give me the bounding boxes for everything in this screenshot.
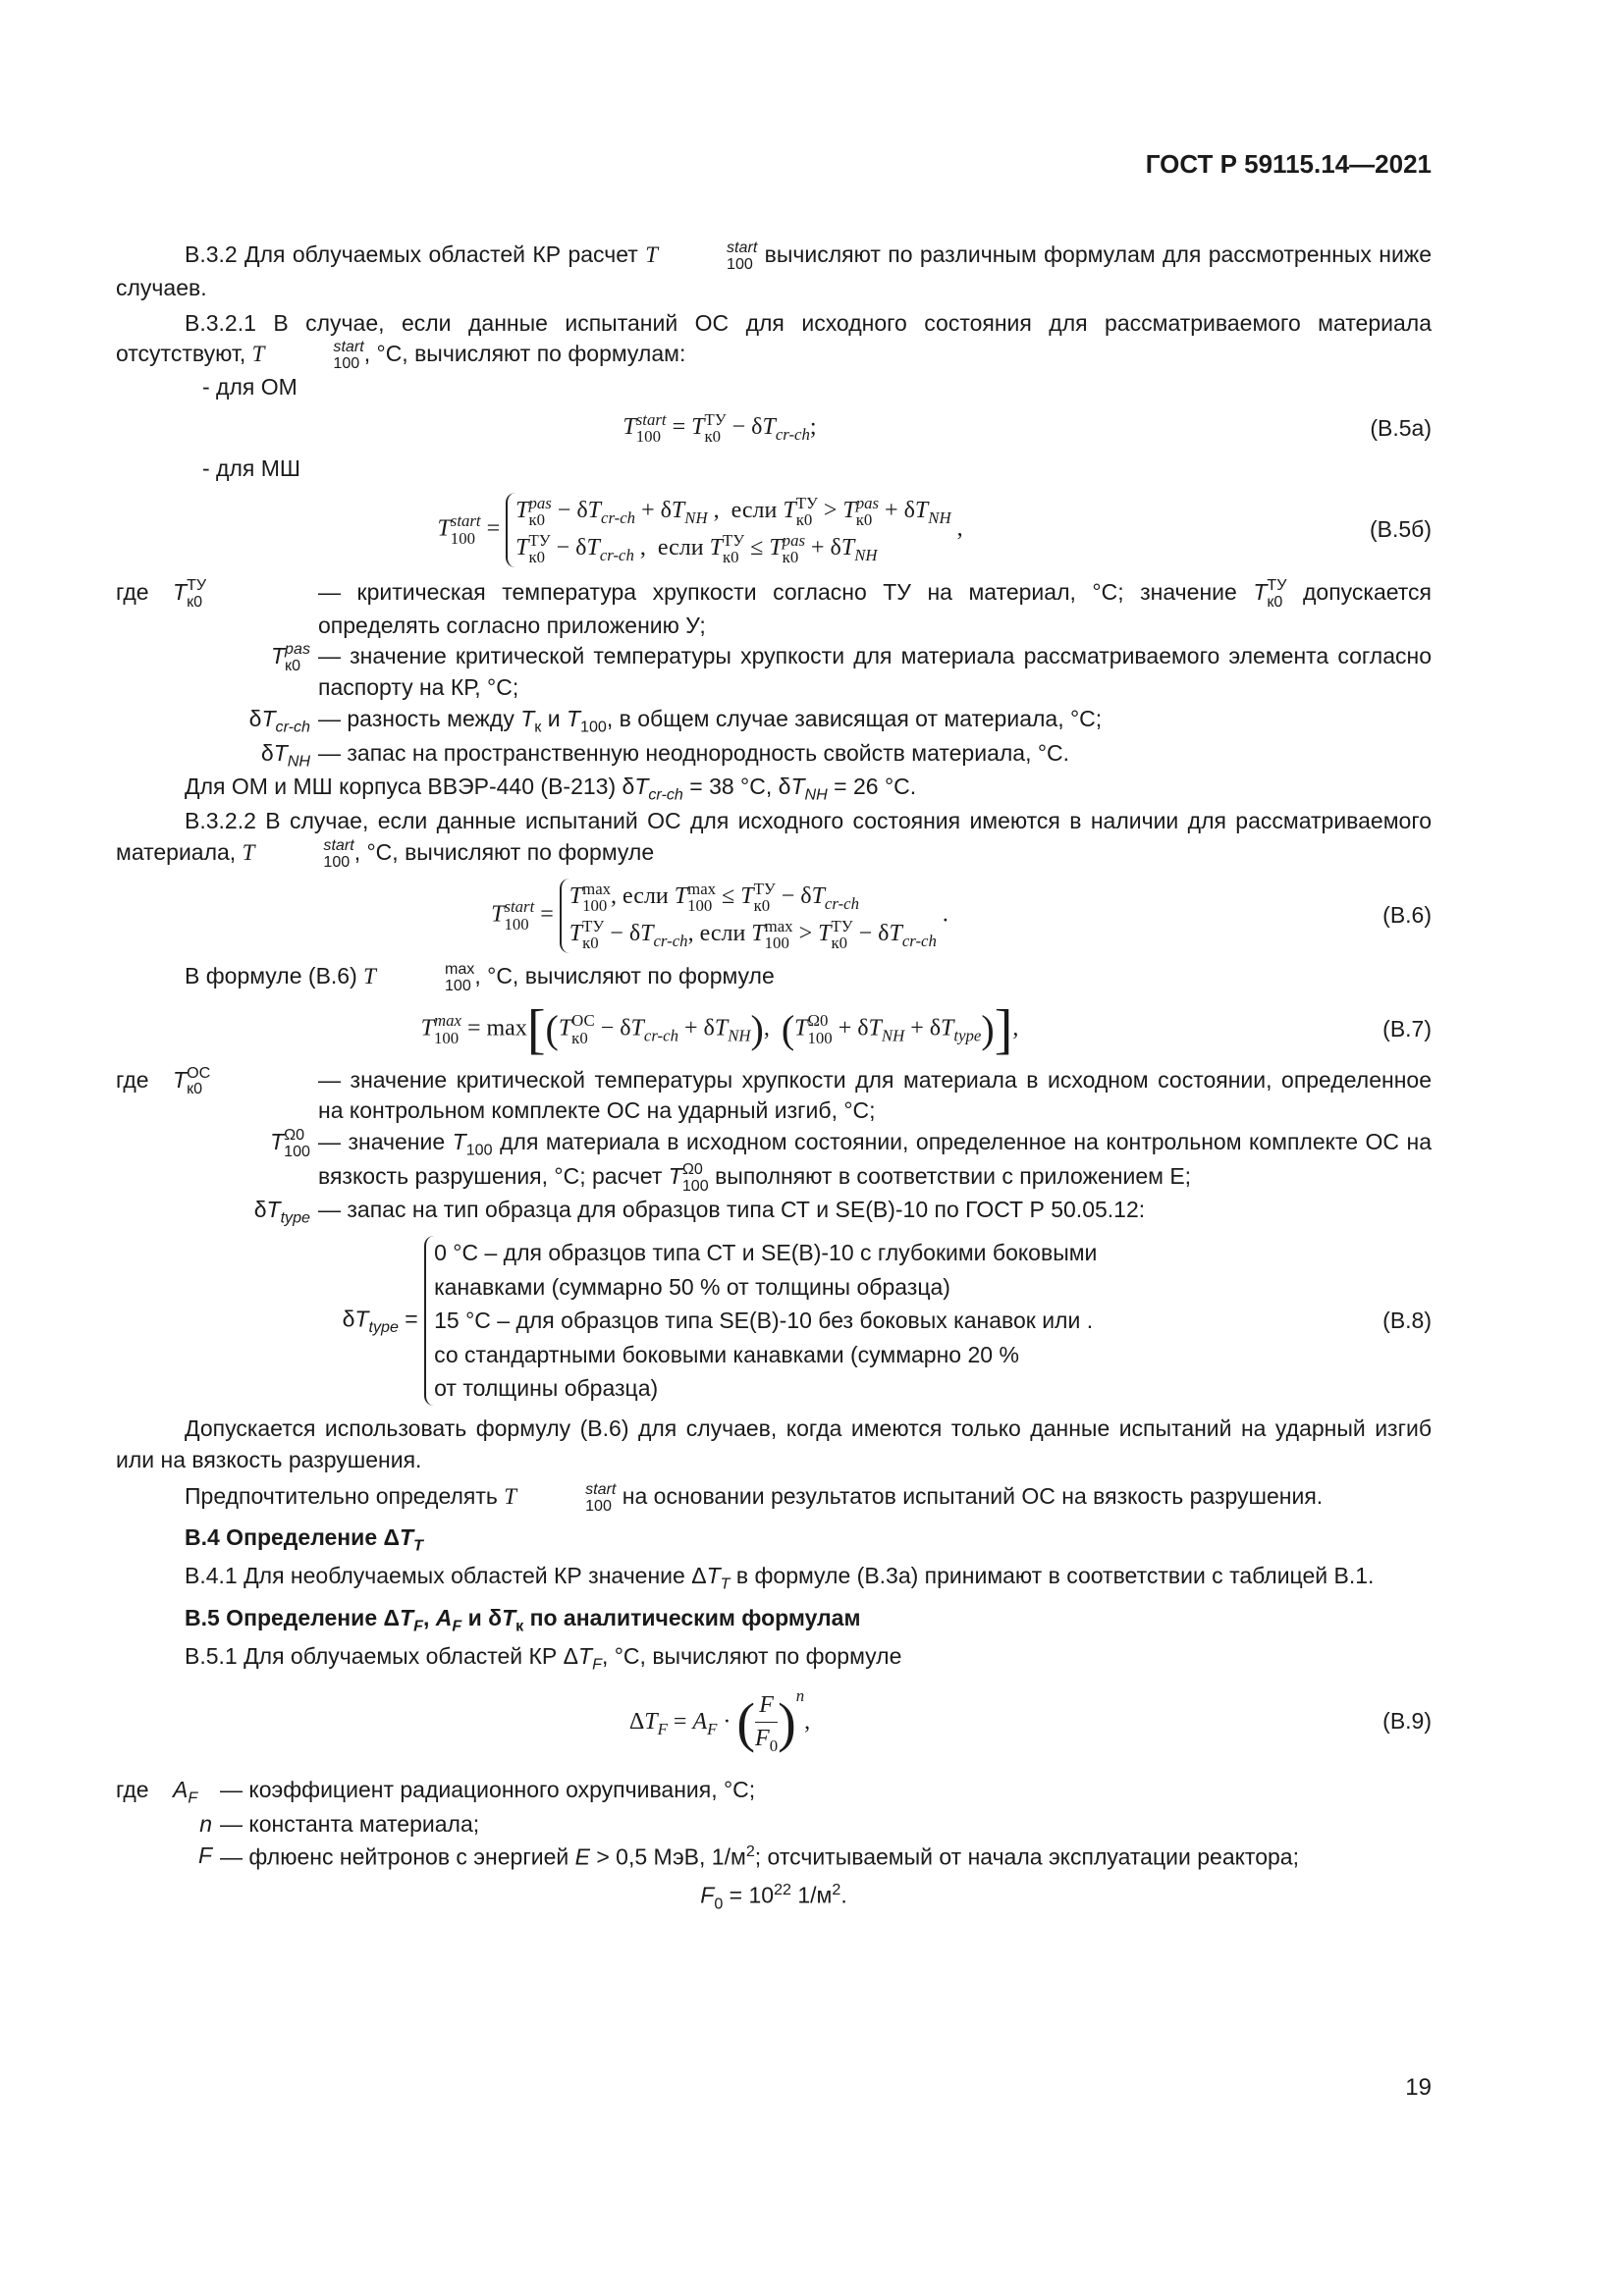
paragraph-prefer: Предпочтительно определять T start 100 на основании результатов испытаний ОС на вязкость разрушения. xyxy=(185,1480,1324,1516)
label-for-msh: - для МШ xyxy=(202,455,300,482)
formula-b9: $\Delta T_F = A_F$ · ( $\frac{F}{F_0}$ )$^n$, (В.9) xyxy=(628,1686,1432,1756)
definitions-b9: где $A_F$ — коэффициент радиационного охрупчивания, °С; n — константа материала; F — флюенс нейтронов с энергией E > 0,5 МэВ, $1/м^2$; отсчитываемый от начала эксплуатации реактора; xyxy=(116,1777,1299,1870)
paragraph-allow: Допускается использовать формулу (В.6) для случаев, когда имеются только данные испытаний на ударный изгиб или на вязкость разрушения. xyxy=(116,1415,1432,1472)
document-body xyxy=(116,240,1432,1915)
formula-b7: T max 100 = max[(T ОС к0 − $\delta T_{cr-ch} + \delta T_{NH}$), (T Ω0 100 + $\delta T_{NH} + \delta T_{type}$)], (В.7) xyxy=(420,998,1432,1060)
formula-b6: T start 100 = T max 100 , если T max 100 ≤ T ТУ к0 − $\delta T_{cr-ch}$ T ТУ к0 − $\delta T_{cr-ch}$, если T max 100 > T ТУ к0 − $\delta T_{cr-ch}$ . (В.6) xyxy=(491,879,1432,953)
definitions-b5: где T ТУ к0 — критическая температура хрупкости согласно ТУ на материал, °С; значение T ТУ к0 допускается определять согласно приложению У; T pas к0 — значение критической температуры хрупкости для материала рассматриваемого элемента согласно паспорту на КР, °С; $\delta T_{cr-ch}$ — разность между $T_к$ и $T_{100}$, в общем случае зависящая от материала, °С; $\delta T_{NH}$ — запас на пространственную неоднородность свойств материала, °С. xyxy=(116,575,1433,771)
label-for-om: - для ОМ xyxy=(202,374,298,400)
equation-number: (В.6) xyxy=(1382,901,1432,928)
heading-b5: В.5 Определение $\Delta T_F$, $A_F$ и $\delta T_к$ по аналитическим формулам xyxy=(185,1604,861,1635)
definitions-b7: где T ОС к0 — значение критической температуры хрупкости для материала в исходном состоянии, определенное на контрольном комплекте ОС на ударный изгиб, °С; T Ω0 100 — значение $T_{100}$ для материала в исходном состоянии, определенное на контрольном комплекте ОС на вязкость разрушения, °С; расчет T Ω0 100 выполняют в соответствии с приложением Е; $\delta T_{type}$ — запас на тип образца для образцов типа СТ и SE(B)-10 по ГОСТ Р 50.05.12: xyxy=(116,1063,1433,1227)
paragraph-b51: В.5.1 Для облучаемых областей КР $\Delta T_F$, °С, вычисляют по формуле xyxy=(185,1642,902,1674)
paragraph-b41: В.4.1 Для необлучаемых областей КР значение $\Delta T_T$ в формуле (В.3а) принимают в соответствии с таблицей В.1. xyxy=(185,1562,1375,1593)
document-page xyxy=(116,0,1432,2296)
formula-b5a: T start 100 = T ТУ к0 − $\delta T_{cr-ch}$; (В.5а) xyxy=(623,409,1432,447)
formula-b5b: T start 100 = T pas к0 − $\delta T_{cr-ch} + \delta T_{NH}$ , если T ТУ к0 > T pas к0 + $\delta T_{NH}$ T ТУ к0 − $\delta T_{cr-ch}$ , если T ТУ к0 ≤ T pas к0 + $\delta T_{NH}$ , (В.5б) xyxy=(437,493,1432,567)
standard-designation: ГОСТ Р 59115.14—2021 xyxy=(1145,149,1432,179)
paragraph-in-b6: В формуле (В.6) T max 100 , °С, вычисляют по формуле xyxy=(185,959,775,994)
equation-number: (В.9) xyxy=(1382,1707,1432,1734)
paragraph-b321: В.3.2.1 В случае, если данные испытаний ОС для исходного состояния для рассматриваемого материала отсутствуют, T start 100 , °С, вычисляют по формулам: xyxy=(116,309,1432,373)
equation-number: (В.5б) xyxy=(1369,515,1432,542)
paragraph-b322: В.3.2.2 В случае, если данные испытаний ОС для исходного состояния имеются в наличии для рассматриваемого материала, T start 100 , °С, вычисляют по формуле xyxy=(116,808,1432,871)
paragraph-vver440: Для ОМ и МШ корпуса ВВЭР-440 (В-213) $\delta T_{cr-ch} = 38$ °С, $\delta T_{NH} = 26$ °С. xyxy=(185,774,917,804)
formula-b8: $\delta T_{type}$ = 0 °С – для образцов типа СТ и SE(B)-10 с глубокими боковыми канавками (суммарно 50 % от толщины образца) 15 °С – для образцов типа SE(B)-10 без боковых канавок или . со стандартными боковыми канавками (суммарно 20 % от толщины образца) (В.8) xyxy=(116,1236,1432,1406)
paragraph-b32: В.3.2 Для облучаемых областей КР расчет T start 100 вычисляют по различным формулам для рассмотренных ниже случаев. xyxy=(116,239,1433,300)
equation-number: (В.8) xyxy=(1382,1307,1432,1333)
page-number: 19 xyxy=(1405,2074,1432,2101)
equation-number: (В.7) xyxy=(1382,1015,1432,1041)
heading-b4: В.4 Определение $\Delta T_T$ xyxy=(185,1524,423,1555)
equation-number: (В.5а) xyxy=(1370,414,1432,441)
f0-value: $F_0 = 10^{22}$ $1/м^2$. xyxy=(700,1881,847,1913)
